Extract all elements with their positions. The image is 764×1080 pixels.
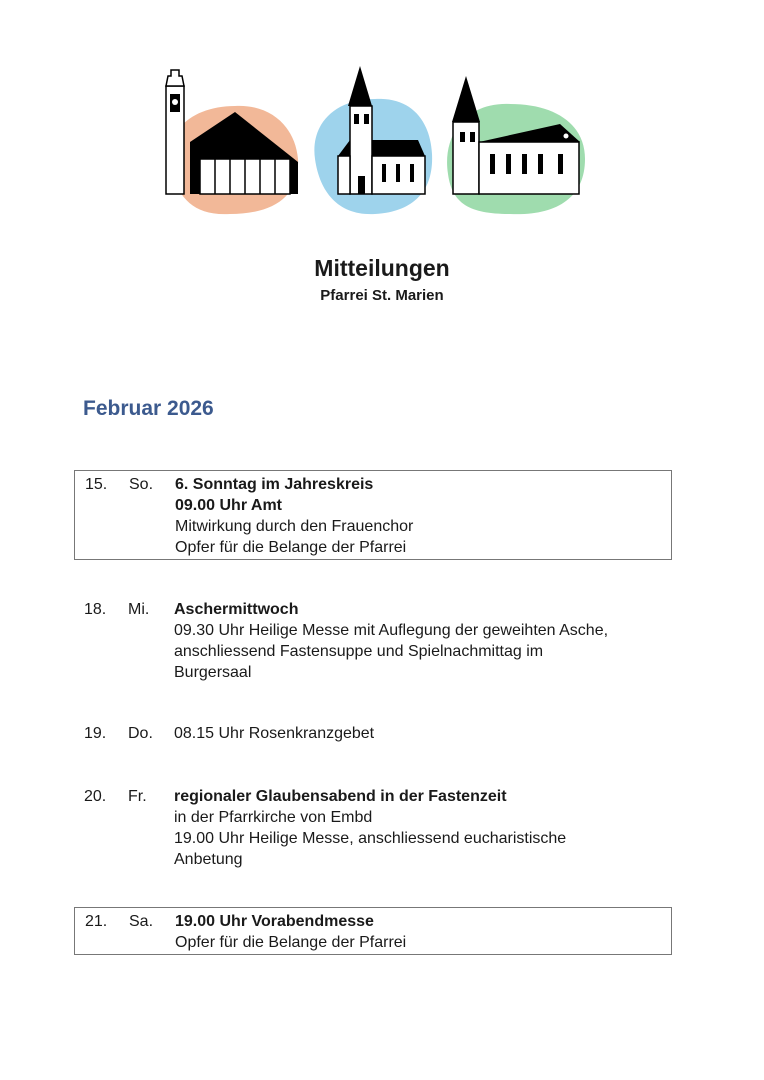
entry-line: Mitwirkung durch den Frauenchor [175,518,414,535]
entry-line: 6. Sonntag im Jahreskreis [175,476,374,493]
schedule-entry [74,783,672,871]
entry-date: 20. [84,788,107,805]
schedule-entry [74,596,672,684]
entry-line: in der Pfarrkirche von Embd [174,809,373,826]
entry-date: 15. [85,476,108,493]
entry-line: Anbetung [174,851,243,868]
three-churches-logo [160,64,590,220]
document-title: Mitteilungen [314,255,450,281]
entry-weekday: Fr. [128,788,147,805]
entry-weekday: So. [129,476,154,493]
entry-weekday: Do. [128,725,153,742]
entry-line: 19.00 Uhr Heilige Messe, anschliessend eucharistische [174,830,567,847]
entry-line: Burgersaal [174,664,252,681]
entry-date: 18. [84,601,107,618]
schedule-entry [74,720,672,745]
document-subtitle: Pfarrei St. Marien [320,287,444,304]
entry-date: 21. [85,913,108,930]
entry-line: 08.15 Uhr Rosenkranzgebet [174,725,375,742]
entry-line: anschliessend Fastensuppe und Spielnachmittag im [174,643,544,660]
entry-line: regionaler Glaubensabend in der Fastenzeit [174,788,507,805]
entry-line: Aschermittwoch [174,601,299,618]
entry-line: Opfer für die Belange der Pfarrei [175,539,407,556]
entry-line: 09.00 Uhr Amt [175,497,282,514]
entry-line: 19.00 Uhr Vorabendmesse [175,913,374,930]
schedule-entry [74,470,672,560]
month-heading: Februar 2026 [83,397,214,420]
entry-weekday: Mi. [128,601,150,618]
entry-line: Opfer für die Belange der Pfarrei [175,934,407,951]
schedule-entry [74,907,672,955]
entry-line: 09.30 Uhr Heilige Messe mit Auflegung der geweihten Asche, [174,622,609,639]
entry-weekday: Sa. [129,913,154,930]
entry-date: 19. [84,725,107,742]
hall-church-icon [452,76,580,194]
